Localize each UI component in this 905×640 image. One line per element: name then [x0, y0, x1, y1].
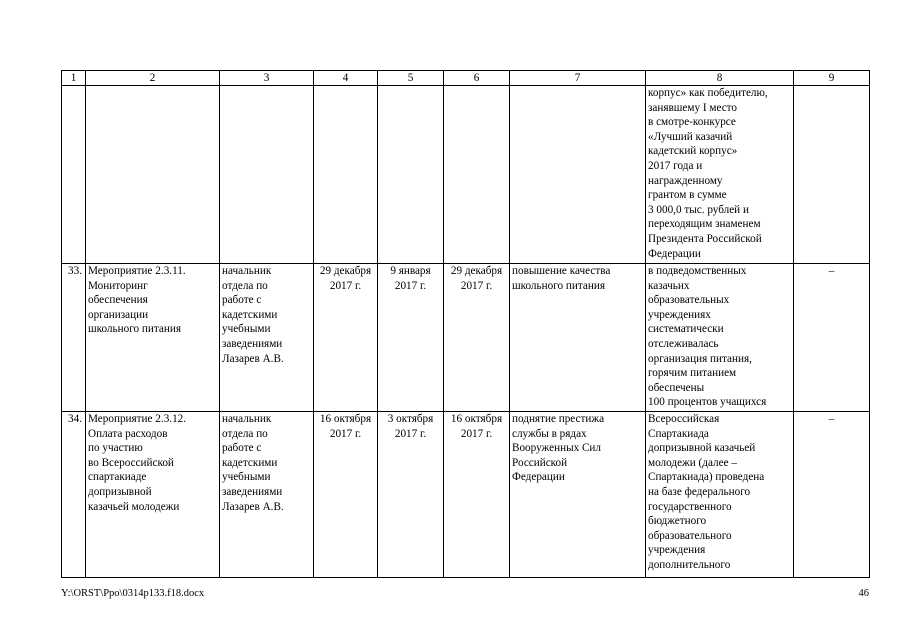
- achieved-result-cell: корпус» как победителю, занявшему I место в смотре-конкурсе «Лучший казачий кадетский корпус» 2017 года и награжденному грантом в сумме 3 000,0 тыс. рублей и переходящим знаменем Президента Российской Федерации: [646, 86, 794, 264]
- note-cell: [794, 86, 870, 264]
- column-header-4: 4: [314, 71, 378, 86]
- deadline-cell: 16 октября 2017 г.: [444, 412, 510, 578]
- responsible-cell: [220, 86, 314, 264]
- column-header-3: 3: [220, 71, 314, 86]
- note-cell: –: [794, 264, 870, 412]
- row-number-cell: 33.: [62, 264, 86, 412]
- document-file-path: Y:\ORST\Ppo\0314p133.f18.docx: [61, 588, 205, 599]
- expected-result-cell: повышение качества школьного питания: [510, 264, 646, 412]
- event-cell: Мероприятие 2.3.11. Мониторинг обеспечения организации школьного питания: [86, 264, 220, 412]
- column-header-8: 8: [646, 71, 794, 86]
- deadline-cell: 29 декабря 2017 г.: [444, 264, 510, 412]
- expected-result-cell: поднятие престижа службы в рядах Вооруженных Сил Российской Федерации: [510, 412, 646, 578]
- column-header-5: 5: [378, 71, 444, 86]
- expected-result-cell: [510, 86, 646, 264]
- table-row: [62, 264, 870, 412]
- table-row: [62, 412, 870, 578]
- note-cell: –: [794, 412, 870, 578]
- actual-date-cell: 3 октября 2017 г.: [378, 412, 444, 578]
- actual-date-cell: 9 января 2017 г.: [378, 264, 444, 412]
- table-row: [62, 86, 870, 264]
- column-header-7: 7: [510, 71, 646, 86]
- deadline-cell: [444, 86, 510, 264]
- achieved-result-cell: в подведомственных казачьих образовательных учреждениях систематически отслеживалась организация питания, горячим питанием обеспечены 100 процентов учащихся: [646, 264, 794, 412]
- column-header-2: 2: [86, 71, 220, 86]
- actual-date-cell: [378, 86, 444, 264]
- row-number-cell: [62, 86, 86, 264]
- event-cell: [86, 86, 220, 264]
- report-table: [61, 70, 870, 578]
- header-row: [62, 71, 870, 86]
- responsible-cell: начальник отдела по работе с кадетскими учебными заведениями Лазарев А.В.: [220, 264, 314, 412]
- plan-date-cell: [314, 86, 378, 264]
- plan-date-cell: 16 октября 2017 г.: [314, 412, 378, 578]
- column-header-1: 1: [62, 71, 86, 86]
- achieved-result-cell: Всероссийская Спартакиада допризывной казачьей молодежи (далее – Спартакиада) проведена на базе федерального государственного бюджетного образовательного учреждения дополнительного: [646, 412, 794, 578]
- event-cell: Мероприятие 2.3.12. Оплата расходов по участию во Всероссийской спартакиаде допризывной казачьей молодежи: [86, 412, 220, 578]
- row-number-cell: 34.: [62, 412, 86, 578]
- plan-date-cell: 29 декабря 2017 г.: [314, 264, 378, 412]
- responsible-cell: начальник отдела по работе с кадетскими учебными заведениями Лазарев А.В.: [220, 412, 314, 578]
- column-header-6: 6: [444, 71, 510, 86]
- page-number: 46: [858, 588, 869, 599]
- column-header-9: 9: [794, 71, 870, 86]
